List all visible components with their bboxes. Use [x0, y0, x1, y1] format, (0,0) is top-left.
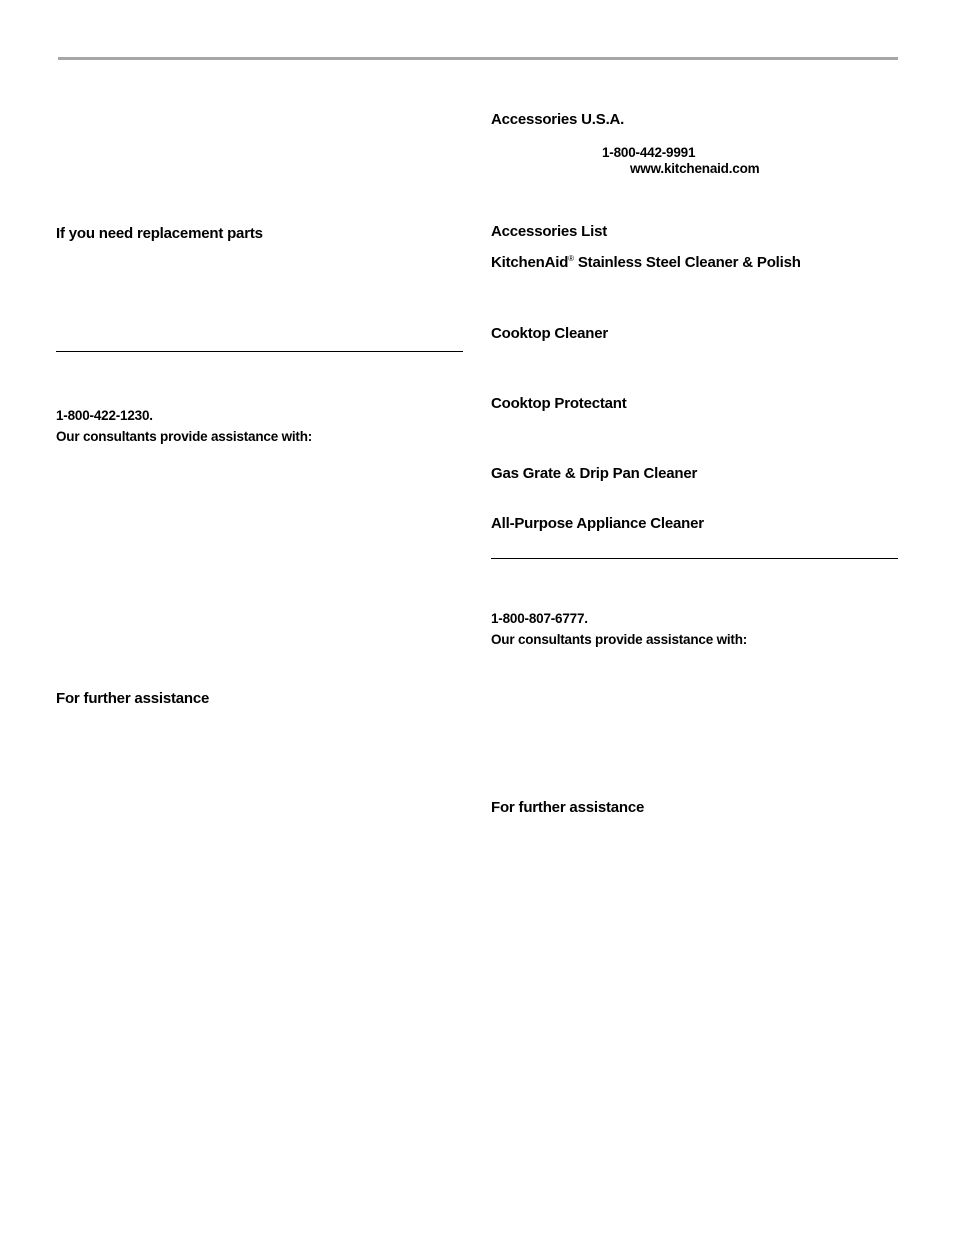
usa-phone-number: 1-800-422-1230. — [56, 408, 153, 423]
accessory-item-label: Stainless Steel Cleaner & Polish — [573, 254, 801, 271]
accessories-website: www.kitchenaid.com — [630, 161, 760, 176]
accessories-usa-heading: Accessories U.S.A. — [491, 111, 625, 128]
canada-phone-number: 1-800-807-6777. — [491, 611, 588, 626]
right-section-divider — [491, 558, 898, 559]
left-section-divider — [56, 351, 463, 352]
registered-mark: ® — [568, 254, 574, 263]
accessory-item-cooktop-protectant: Cooktop Protectant — [491, 395, 627, 412]
usa-consultants-text: Our consultants provide assistance with: — [56, 429, 313, 444]
accessory-item-grate-cleaner: Gas Grate & Drip Pan Cleaner — [491, 465, 698, 482]
accessory-brand: KitchenAid — [491, 254, 569, 271]
accessory-item-cooktop-cleaner: Cooktop Cleaner — [491, 325, 609, 342]
accessories-list-heading: Accessories List — [491, 223, 608, 240]
usa-further-assistance-heading: For further assistance — [56, 690, 210, 707]
replacement-parts-heading: If you need replacement parts — [56, 225, 263, 242]
canada-consultants-text: Our consultants provide assistance with: — [491, 632, 748, 647]
accessory-item-appliance-cleaner: All-Purpose Appliance Cleaner — [491, 515, 704, 532]
accessories-phone-number: 1-800-442-9991 — [602, 145, 696, 160]
accessory-item-stainless-cleaner — [491, 254, 801, 271]
top-rule — [58, 57, 898, 60]
canada-further-assistance-heading: For further assistance — [491, 799, 645, 816]
